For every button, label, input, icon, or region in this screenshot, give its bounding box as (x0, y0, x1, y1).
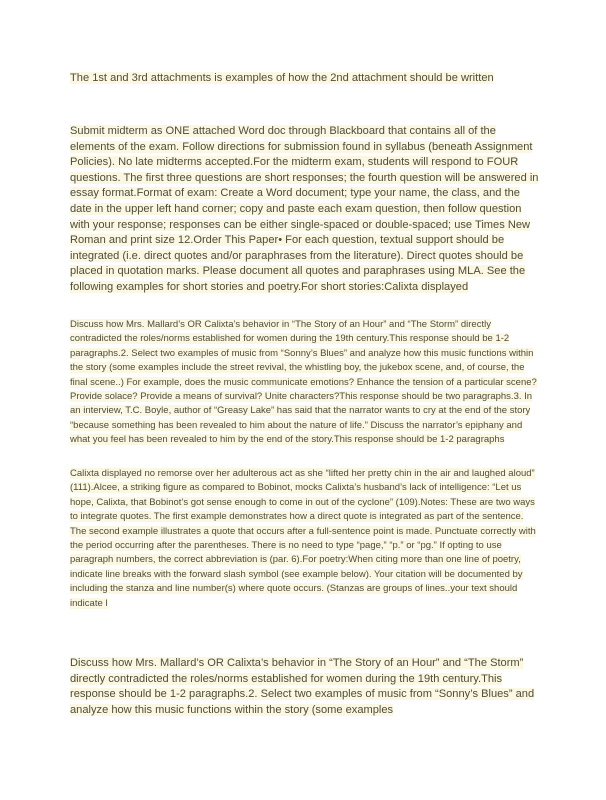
citation-examples (70, 467, 540, 611)
submission-instructions-text: Submit midterm as ONE attached Word doc through Blackboard that contains all of the elements of the exam. Follow directions for submission found in syllabus (beneath Assignment Policies). No late midterms accepted.For the midterm exam, students will respond to FOUR questions. The first three questions are short responses; the fourth question will be answered in essay format.Format of exam: Create a Word document; type your name, the class, and the date in the upper left hand corner; copy and paste each exam question, then follow question with your response; responses can be either single-spaced or double-spaced; use Times New Roman and print size 12.Order This Paper• For each question, textual support should be integrated (i.e. direct quotes and/or paraphrases from the literature). Direct quotes should be placed in quotation marks. Please document all quotes and paraphrases using MLA. See the following examples for short stories and poetry.For short stories:Calixta displayed (70, 125, 539, 293)
repeated-questions-text: Discuss how Mrs. Mallard’s OR Calixta’s behavior in “The Story of an Hour” and “The Storm” directly contradicted the roles/norms established for women during the 19th century.This response should be 1-2 paragraphs.2. Select two examples of music from “Sonny’s Blues” and analyze how this music functions within the story (some examples (70, 657, 535, 716)
exam-questions-text: Discuss how Mrs. Mallard’s OR Calixta’s behavior in “The Story of an Hour” and “The Storm” directly contradicted the roles/norms established for women during the 19th century.This response should be 1-2 paragraphs.2. Select two examples of music from “Sonny’s Blues” and analyze how this music functions within the story (some examples include the street revival, the whistling boy, the jukebox scene, and, of course, the final scene..) For example, does the music communicate emotions? Enhance the tension of a particular scene? Provide solace? Provide a means of survival? Unite characters?This response should be two paragraphs.3. In an interview, T.C. Boyle, author of “Greasy Lake” has said that the narrator wants to cry at the end of the story “because something has been revealed to him about the nature of life.” Discuss the narrator’s epiphany and what you feel has been revealed to him by the end of the story.This response should be 1-2 paragraphs (70, 319, 537, 446)
citation-examples-text: Calixta displayed no remorse over her adulterous act as she “lifted her pretty chin in the air and laughed aloud” (111).Alcee, a striking figure as compared to Bobinot, mocks Calixta’s husband’s lack of intelligence: “Let us hope, Calixta, that Bobinot’s got sense enough to come in out of the cyclone” (109).Notes: These are two ways to integrate quotes. The first example demonstrates how a direct quote is integrated as part of the sentence. The second example illustrates a quote that occurs after a full-sentence point is made. Punctuate correctly with the period occurring after the parentheses. There is no need to type “page,” “p.” or “pg.” If opting to use paragraph numbers, the correct abbreviation is (par. 6).For poetry:When citing more than one line of poetry, indicate line breaks with the forward slash symbol (see example below). Your citation will be documented by including the stanza and line number(s) where quote occurs. (Stanzas are groups of lines..your text should indicate l (70, 468, 536, 609)
exam-questions (70, 318, 540, 448)
submission-instructions (70, 124, 540, 296)
intro-note-text: The 1st and 3rd attachments is examples of how the 2nd attachment should be written (70, 72, 494, 84)
repeated-questions (70, 656, 540, 718)
intro-note (70, 71, 540, 87)
